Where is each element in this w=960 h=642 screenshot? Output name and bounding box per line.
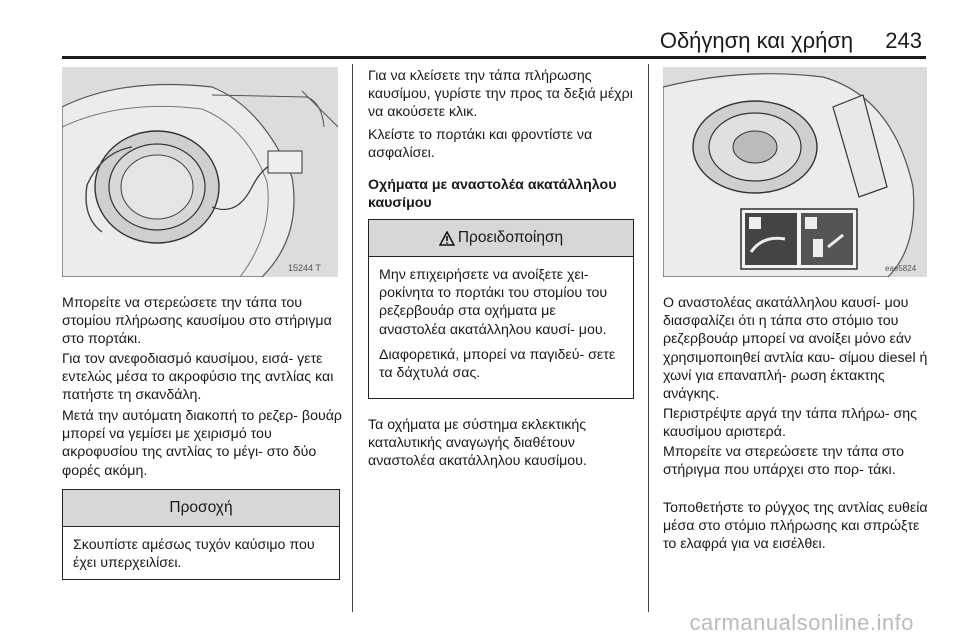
warning-triangle-icon — [439, 231, 455, 246]
paragraph-scr-vehicles: Τα οχήματα με σύστημα εκλεκτικής καταλυτικής αναγωγής διαθέτουν αναστολέα ακατάλληλου καυσίμου. — [368, 417, 587, 470]
watermark: carmanualsonline.info — [689, 610, 914, 635]
warning-text-1: Μην επιχειρήσετε να ανοίξετε χει- ροκίνητα το πορτάκι του στομίου του ρεζερβουάρ στα οχήματα με αναστολέα ακατάλληλου καυσί- μου. — [379, 267, 608, 338]
header-rule — [62, 56, 926, 59]
warning-header — [369, 220, 633, 257]
paragraph-rotate-cap: Περιστρέψτε αργά την τάπα πλήρω- σης καυσίμου αριστερά. — [663, 406, 917, 441]
page-title: Οδήγηση και χρήση — [659, 28, 854, 53]
paragraph-cap-holder: Μπορείτε να στερεώσετε την τάπα του στομίου πλήρωσης καυσίμου στο στήριγμα στο πορτάκι. — [62, 295, 332, 348]
caution-text: Σκουπίστε αμέσως τυχόν καύσιμο που έχει υπερχειλίσει. — [73, 537, 315, 572]
column-divider-1 — [352, 64, 353, 612]
fuel-cap-illustration — [62, 67, 338, 277]
warning-box — [368, 219, 634, 399]
misfuel-inhibitor-drawing — [663, 67, 927, 277]
warning-text-2: Διαφορετικά, μπορεί να παγιδεύ- σετε τα δάχτυλά σας. — [379, 346, 616, 382]
paragraph-close-cap: Για να κλείσετε την τάπα πλήρωσης καυσίμου, γυρίστε την προς τα δεξιά μέχρι να ακούσετε κλικ. — [368, 68, 633, 121]
paragraph-auto-cutoff: Μετά την αυτόματη διακοπή το ρεζερ- βουάρ μπορεί να γεμίσει με χειρισμό του ακροφυσίου της αντλίας το μέγι- στο δύο φορές ακόμη. — [62, 408, 343, 479]
fuel-cap-drawing — [62, 67, 338, 277]
section-heading: Οχήματα με αναστολέα ακατάλληλου καυσίμου — [368, 177, 617, 212]
column-divider-2 — [648, 64, 649, 612]
paragraph-insert-nozzle: Τοποθετήστε το ρύγχος της αντλίας ευθεία μέσα στο στόμιο πλήρωσης και σπρώξτε το ελαφρά για να εισέλθει. — [663, 500, 928, 553]
warning-title: Προειδοποίηση — [457, 229, 564, 246]
paragraph-cap-bracket: Μπορείτε να στερεώσετε την τάπα στο στήριγμα που υπάρχει στο πορ- τάκι. — [663, 444, 904, 479]
caution-box — [62, 489, 340, 580]
paragraph-close-door: Κλείστε το πορτάκι και φροντίστε να ασφαλίσει. — [368, 127, 593, 162]
paragraph-refuel: Για τον ανεφοδιασμό καυσίμου, εισά- γετε εντελώς μέσα το ακροφύσιο της αντλίας και πατήστε τη σκανδάλη. — [62, 351, 334, 404]
page-number: 243 — [885, 28, 922, 53]
page-header — [660, 28, 922, 54]
misfuel-inhibitor-illustration — [663, 67, 927, 277]
figure-code: eae5824 — [885, 264, 917, 273]
caution-title: Προσοχή — [63, 490, 339, 527]
figure-code: 15244 T — [288, 263, 321, 273]
paragraph-inhibitor-info: Ο αναστολέας ακατάλληλου καυσί- μου διασφαλίζει ότι η τάπα στο στόμιο του ρεζερβουάρ μπορεί να ανοίξει μόνο εάν χρησιμοποιηθεί αντλία καυ- σίμου diesel ή χωνί για επαναπλή- ρωση έκτακτης ανάγκης. — [663, 295, 928, 403]
